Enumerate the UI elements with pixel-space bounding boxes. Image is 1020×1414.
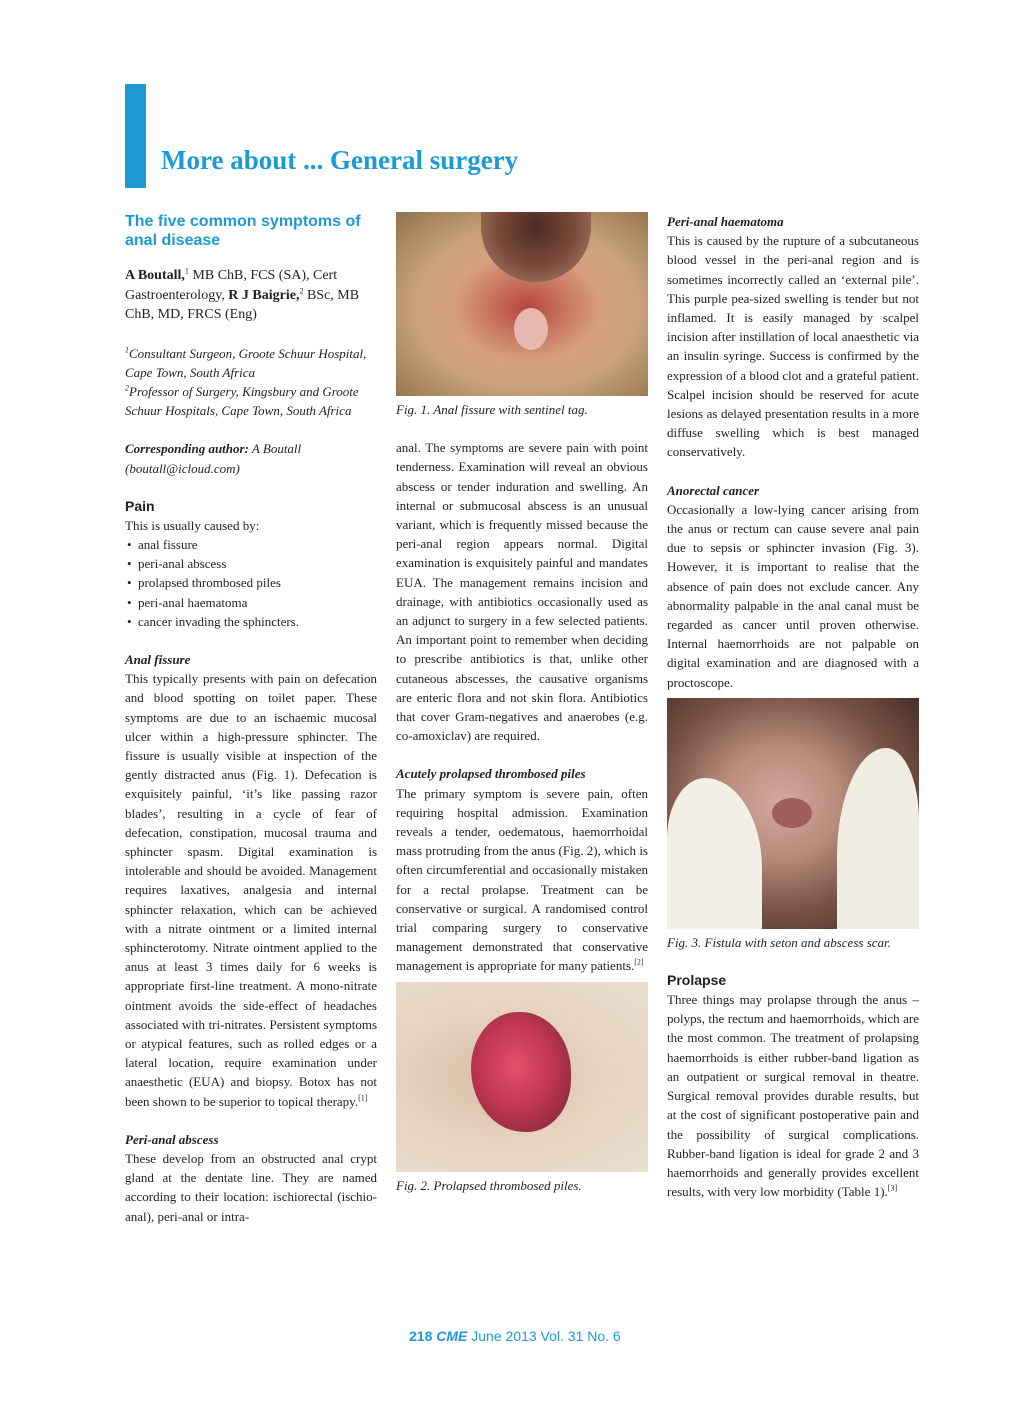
- thrombosed-piles-heading: Acutely prolapsed thrombosed piles: [396, 766, 586, 782]
- anal-fissure-heading: Anal fissure: [125, 651, 191, 667]
- anorectal-cancer-text: Occasionally a low-lying cancer arising from the anus or rectum can cause severe anal pain due to sepsis or sphincter invasion (Fig. 3). However, it is important to realise that the absence of pain does not exclude cancer. Any abnormality palpable in the anal canal must be regarded as cancer until proven otherwise. Internal haemorrhoids are not palpable on digital examination and are diagnosed with a proctoscope.: [667, 501, 919, 690]
- list-item: • prolapsed thrombosed piles: [125, 573, 377, 592]
- prolapse-heading: Prolapse: [667, 972, 727, 989]
- author-name: A Boutall,: [125, 268, 185, 283]
- anal-fissure-text: This typically presents with pain on defecation and blood spotting on toilet paper. These symptoms are due to an ischaemic mucosal ulcer within a high-pressure sphincter. The fissure is usually visible at inspection of the gently distracted anus (Fig. 1). Defecation is exquisitely painful, ‘it’s like passing razor blades’, resulting in a cycle of fear of defecation, constipation, mucosal trauma and sphincter spasm. Digital examination is intolerable and should be avoided. Management requires laxatives, analgesia and internal sphincter relaxation, which can be achieved with a nitrate ointment or a limited internal sphincterotomy. Nitrate ointment applied to the anus at least 3 times daily for 6 weeks is appropriate first-line treatment. A mono-nitrate ointment avoids the side-effect of headaches associated with tri-nitrates. Persistent symptoms or atypical features, such as rolled edges or a lateral location, require examination under anaesthetic (EUA) and biopsy. Botox has not been shown to be superior to topical therapy.[1]: [125, 671, 377, 1109]
- reference-marker: [2]: [634, 958, 644, 968]
- author-list: A Boutall,$^1$ MB ChB, FCS (SA), Cert Gastroenterology, R J Baigrie,$^2$ BSc, MB ChB, MD, FRCS (Eng): [125, 266, 360, 322]
- pain-intro: This is usually caused by:: [125, 517, 260, 533]
- pain-causes-list: [125, 535, 377, 631]
- reference-marker: [1]: [358, 1093, 368, 1103]
- figure-3-caption: Fig. 3. Fistula with seton and abscess scar.: [667, 934, 891, 950]
- column-3: [667, 212, 919, 1201]
- corresponding-author: Corresponding author: A Boutall (boutall@icloud.com): [125, 441, 302, 476]
- figure-3-image: [667, 698, 919, 929]
- list-item: • peri-anal abscess: [125, 554, 377, 573]
- reference-marker: [3]: [887, 1183, 898, 1193]
- figure-2-caption: Fig. 2. Prolapsed thrombosed piles.: [396, 1177, 582, 1193]
- issue-info: June 2013 Vol. 31 No. 6: [471, 1328, 621, 1344]
- affiliation: $^1$Consultant Surgeon, Groote Schuur Hospital, Cape Town, South Africa: [125, 345, 367, 380]
- figure-2-image: [396, 982, 648, 1172]
- thrombosed-piles-text: The primary symptom is severe pain, often requiring hospital admission. Examination reveals a tender, oedematous, haemorrhoidal mass protruding from the anus (Fig. 2), which is often circumferential and occasionally mistaken for a rectal prolapse. Treatment can be conservative or surgical. A randomised control trial comparing surgery to conservative management demonstrated that conservative management is appropriate for many patients.[2]: [396, 785, 648, 974]
- column-1: [125, 212, 377, 1226]
- affiliation: $^2$Professor of Surgery, Kingsbury and Groote Schuur Hospitals, Cape Town, South Africa: [125, 383, 359, 419]
- list-item: • peri-anal haematoma: [125, 593, 377, 612]
- article-title: The five common symptoms of anal disease: [125, 213, 361, 249]
- prolapse-text: Three things may prolapse through the anus – polyps, the rectum and haemorrhoids, which are the most common. The treatment of prolapsing haemorrhoids is either rubber-band ligation as an outpatient or surgical removal in theatre. Surgical removal provides durable results, but at the cost of significant postoperative pain and the possibility of surgical complications. Rubber-band ligation is ideal for grade 2 and 3 haemorrhoids and generally provides excellent results, with very low morbidity (Table 1).[3]: [667, 992, 919, 1200]
- page-footer: [409, 1328, 621, 1344]
- haematoma-text: This is caused by the rupture of a subcutaneous blood vessel in the peri-anal region and is sometimes incorrectly called an ‘external pile’. This purple pea-sized swelling is tender but not inflamed. It is easily managed by scalpel incision after instillation of local anaesthetic via an insulin syringe. Success is confirmed by the expression of a blood clot and a grateful patient. Scalpel incision should be reserved for acute lesions as delayed presentation results in a more diffuse swelling which is best managed conservatively.: [667, 233, 919, 460]
- page-number: 218: [409, 1328, 433, 1344]
- author-name: R J Baigrie,: [224, 287, 300, 303]
- column-2: [396, 212, 648, 1195]
- peri-anal-abscess-text-continued: anal. The symptoms are severe pain with point tenderness. Examination will reveal an obvious abscess or tender induration and swelling. An internal or submucosal abscess is an unusual variant, which is frequently missed because the peri-anal region appears normal. Digital examination is exquisitely painful and mandates EUA. The management remains incision and drainage, with antibiotics occasionally used as an adjunct to surgery in a few selected patients. An important point to remember when deciding to prescribe antibiotics is that, unlike other cutaneous abscesses, the causative organisms are enteric flora and not skin flora. Antibiotics that cover Gram-negatives and anaerobes (e.g. co-amoxiclav) are required.: [396, 440, 648, 744]
- figure-1-image: [396, 212, 648, 396]
- peri-anal-abscess-text: These develop from an obstructed anal crypt gland at the dentate line. They are named according to their location: ischiorectal (ischio-anal), peri-anal or intra-: [125, 1151, 377, 1224]
- journal-name: CME: [436, 1328, 468, 1344]
- haematoma-heading: Peri-anal haematoma: [667, 214, 784, 229]
- figure-1-caption: Fig. 1. Anal fissure with sentinel tag.: [396, 402, 588, 417]
- pain-heading: Pain: [125, 497, 155, 514]
- list-item: • cancer invading the sphincters.: [125, 612, 377, 631]
- list-item: • anal fissure: [125, 535, 377, 554]
- anorectal-cancer-heading: Anorectal cancer: [667, 482, 760, 498]
- peri-anal-abscess-heading: Peri-anal abscess: [125, 1131, 219, 1147]
- section-title: More about ... General surgery: [161, 145, 519, 175]
- section-accent-bar: [125, 84, 146, 188]
